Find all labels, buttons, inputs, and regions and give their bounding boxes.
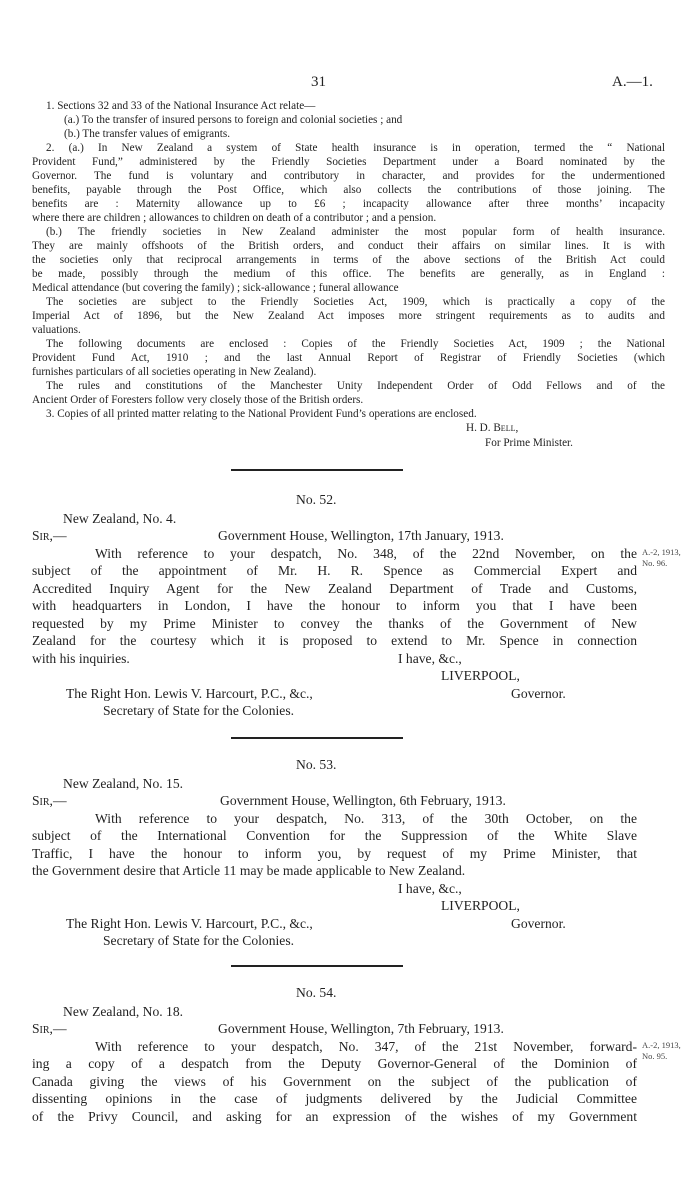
- body-line: With reference to your despatch, No. 313, of the 30th October, on the: [95, 811, 637, 826]
- page-number: 31: [311, 74, 326, 90]
- salutation: Sir,—: [32, 528, 67, 543]
- body-line: subject of the International Convention for the Suppression of the White Slave: [32, 828, 637, 843]
- document-reference: A.—1.: [612, 74, 653, 90]
- closing: I have, &c.,: [398, 651, 462, 666]
- body-line: With reference to your despatch, No. 348, of the 22nd November, on the: [95, 546, 637, 561]
- body-line: dissenting opinions in the case of judgments delivered by the Judicial Committee: [32, 1091, 637, 1106]
- despatch-ref: New Zealand, No. 4.: [63, 511, 177, 526]
- body-line: Traffic, I have the honour to inform you, by request of my Prime Minister, that: [32, 846, 637, 861]
- intro-line: Governor. The fund is voluntary and contributory in character, and provides for the undermentioned: [32, 170, 665, 182]
- addressee: The Right Hon. Lewis V. Harcourt, P.C., &c.,: [66, 916, 313, 931]
- addressee-title: Secretary of State for the Colonies.: [103, 933, 295, 948]
- place-date: Government House, Wellington, 6th February, 1913.: [220, 793, 506, 808]
- intro-line: where there are children ; allowances to children on death of a contributor ; and a pension.: [32, 212, 437, 224]
- place-date: Government House, Wellington, 17th January, 1913.: [218, 528, 504, 543]
- intro-line: 2. (a.) In New Zealand a system of State health insurance is in operation, termed the “ National: [46, 142, 665, 154]
- despatch-ref: New Zealand, No. 15.: [63, 776, 184, 791]
- salutation: Sir,—: [32, 793, 67, 808]
- closing: I have, &c.,: [398, 881, 462, 896]
- body-line: With reference to your despatch, No. 347, of the 21st November, forward-: [95, 1039, 637, 1054]
- intro-line: Medical attendance (but covering the family) ; sick-allowance ; funeral allowance: [32, 282, 399, 294]
- section-divider: [231, 737, 403, 739]
- body-line: ing a copy of a despatch from the Deputy Governor-General of the Dominion of: [32, 1056, 637, 1071]
- body-line: with headquarters in London, I have the honour to inform you that I have been: [32, 598, 637, 613]
- intro-line: 1. Sections 32 and 33 of the National Insurance Act relate—: [46, 100, 316, 112]
- signature-title: Governor.: [511, 686, 566, 701]
- despatch-number: No. 53.: [296, 757, 337, 772]
- despatch-ref: New Zealand, No. 18.: [63, 1004, 184, 1019]
- intro-line: (b.) The friendly societies in New Zealand administer the most popular form of health insurance.: [46, 226, 665, 238]
- place-date: Government House, Wellington, 7th February, 1913.: [218, 1021, 504, 1036]
- body-line: Accredited Inquiry Agent for the New Zealand Department of Trade and Customs,: [32, 581, 637, 596]
- intro-line: The rules and constitutions of the Manchester Unity Independent Order of Odd Fellows and of the: [46, 380, 665, 392]
- body-line: of the Privy Council, and asking for an expression of the wishes of my Government: [32, 1109, 637, 1124]
- body-line: subject of the appointment of Mr. H. R. Spence as Commercial Expert and: [32, 563, 637, 578]
- addressee-title: Secretary of State for the Colonies.: [103, 703, 295, 718]
- margin-note: No. 95.: [642, 1051, 668, 1061]
- intro-line: be made, possibly through the medium of this office. The benefits are generally, as in England :: [32, 268, 665, 280]
- intro-line: Provident Fund Act, 1910 ; and the last Annual Report of Registrar of Friendly Societies (which: [32, 352, 665, 364]
- intro-line: Imperial Act of 1896, but the New Zealand Act imposes more stringent requirements as to audits and: [32, 310, 665, 322]
- intro-signer: H. D. Bell,: [466, 422, 519, 434]
- margin-note: A.-2, 1913,: [642, 1040, 681, 1050]
- intro-line: furnishes particulars of all societies operating in New Zealand).: [32, 366, 317, 378]
- margin-note: No. 96.: [642, 558, 668, 568]
- body-line: with his inquiries.: [32, 651, 130, 666]
- section-divider: [231, 965, 403, 967]
- intro-line: They are mainly offshoots of the British orders, and conduct their affairs on similar lines. It is with: [32, 240, 665, 252]
- addressee: The Right Hon. Lewis V. Harcourt, P.C., &c.,: [66, 686, 313, 701]
- intro-line: valuations.: [32, 324, 81, 336]
- intro-line: The following documents are enclosed : Copies of the Friendly Societies Act, 1909 ; the National: [46, 338, 665, 350]
- intro-line: benefits, payable through the Post Office, which also collects the contributions of those joining. The: [32, 184, 665, 196]
- salutation: Sir,—: [32, 1021, 67, 1036]
- intro-line: The societies are subject to the Friendly Societies Act, 1909, which is practically a copy of the: [46, 296, 665, 308]
- intro-signer-title: For Prime Minister.: [485, 437, 573, 449]
- despatch-number: No. 54.: [296, 985, 337, 1000]
- despatch-number: No. 52.: [296, 492, 337, 507]
- body-line: requested by my Prime Minister to convey the thanks of the Government of New: [32, 616, 637, 631]
- intro-line: benefits are : Maternity allowance up to £6 ; incapacity allowance after three months’ incapacity: [32, 198, 665, 210]
- body-line: Zealand for the courtesy which it is proposed to extend to Mr. Spence in connection: [32, 633, 637, 648]
- signature: LIVERPOOL,: [441, 898, 520, 913]
- signature: LIVERPOOL,: [441, 668, 520, 683]
- section-divider: [231, 469, 403, 471]
- intro-line: Ancient Order of Foresters follow very closely those of the British orders.: [32, 394, 364, 406]
- margin-note: A.-2, 1913,: [642, 547, 681, 557]
- body-line: the Government desire that Article 11 may be made applicable to New Zealand.: [32, 863, 466, 878]
- intro-line: (b.) The transfer values of emigrants.: [64, 128, 230, 140]
- intro-line: (a.) To the transfer of insured persons to foreign and colonial societies ; and: [64, 114, 403, 126]
- body-line: Canada giving the views of his Government on the subject of the publication of: [32, 1074, 637, 1089]
- signature-title: Governor.: [511, 916, 566, 931]
- intro-line: the societies only that reciprocal arrangements in terms of the above sections of the British Act could: [32, 254, 665, 266]
- intro-line: Provident Fund,” administered by the Friendly Societies Department under a Board nominated by the: [32, 156, 665, 168]
- intro-line: 3. Copies of all printed matter relating to the National Provident Fund’s operations are enclosed.: [46, 408, 477, 420]
